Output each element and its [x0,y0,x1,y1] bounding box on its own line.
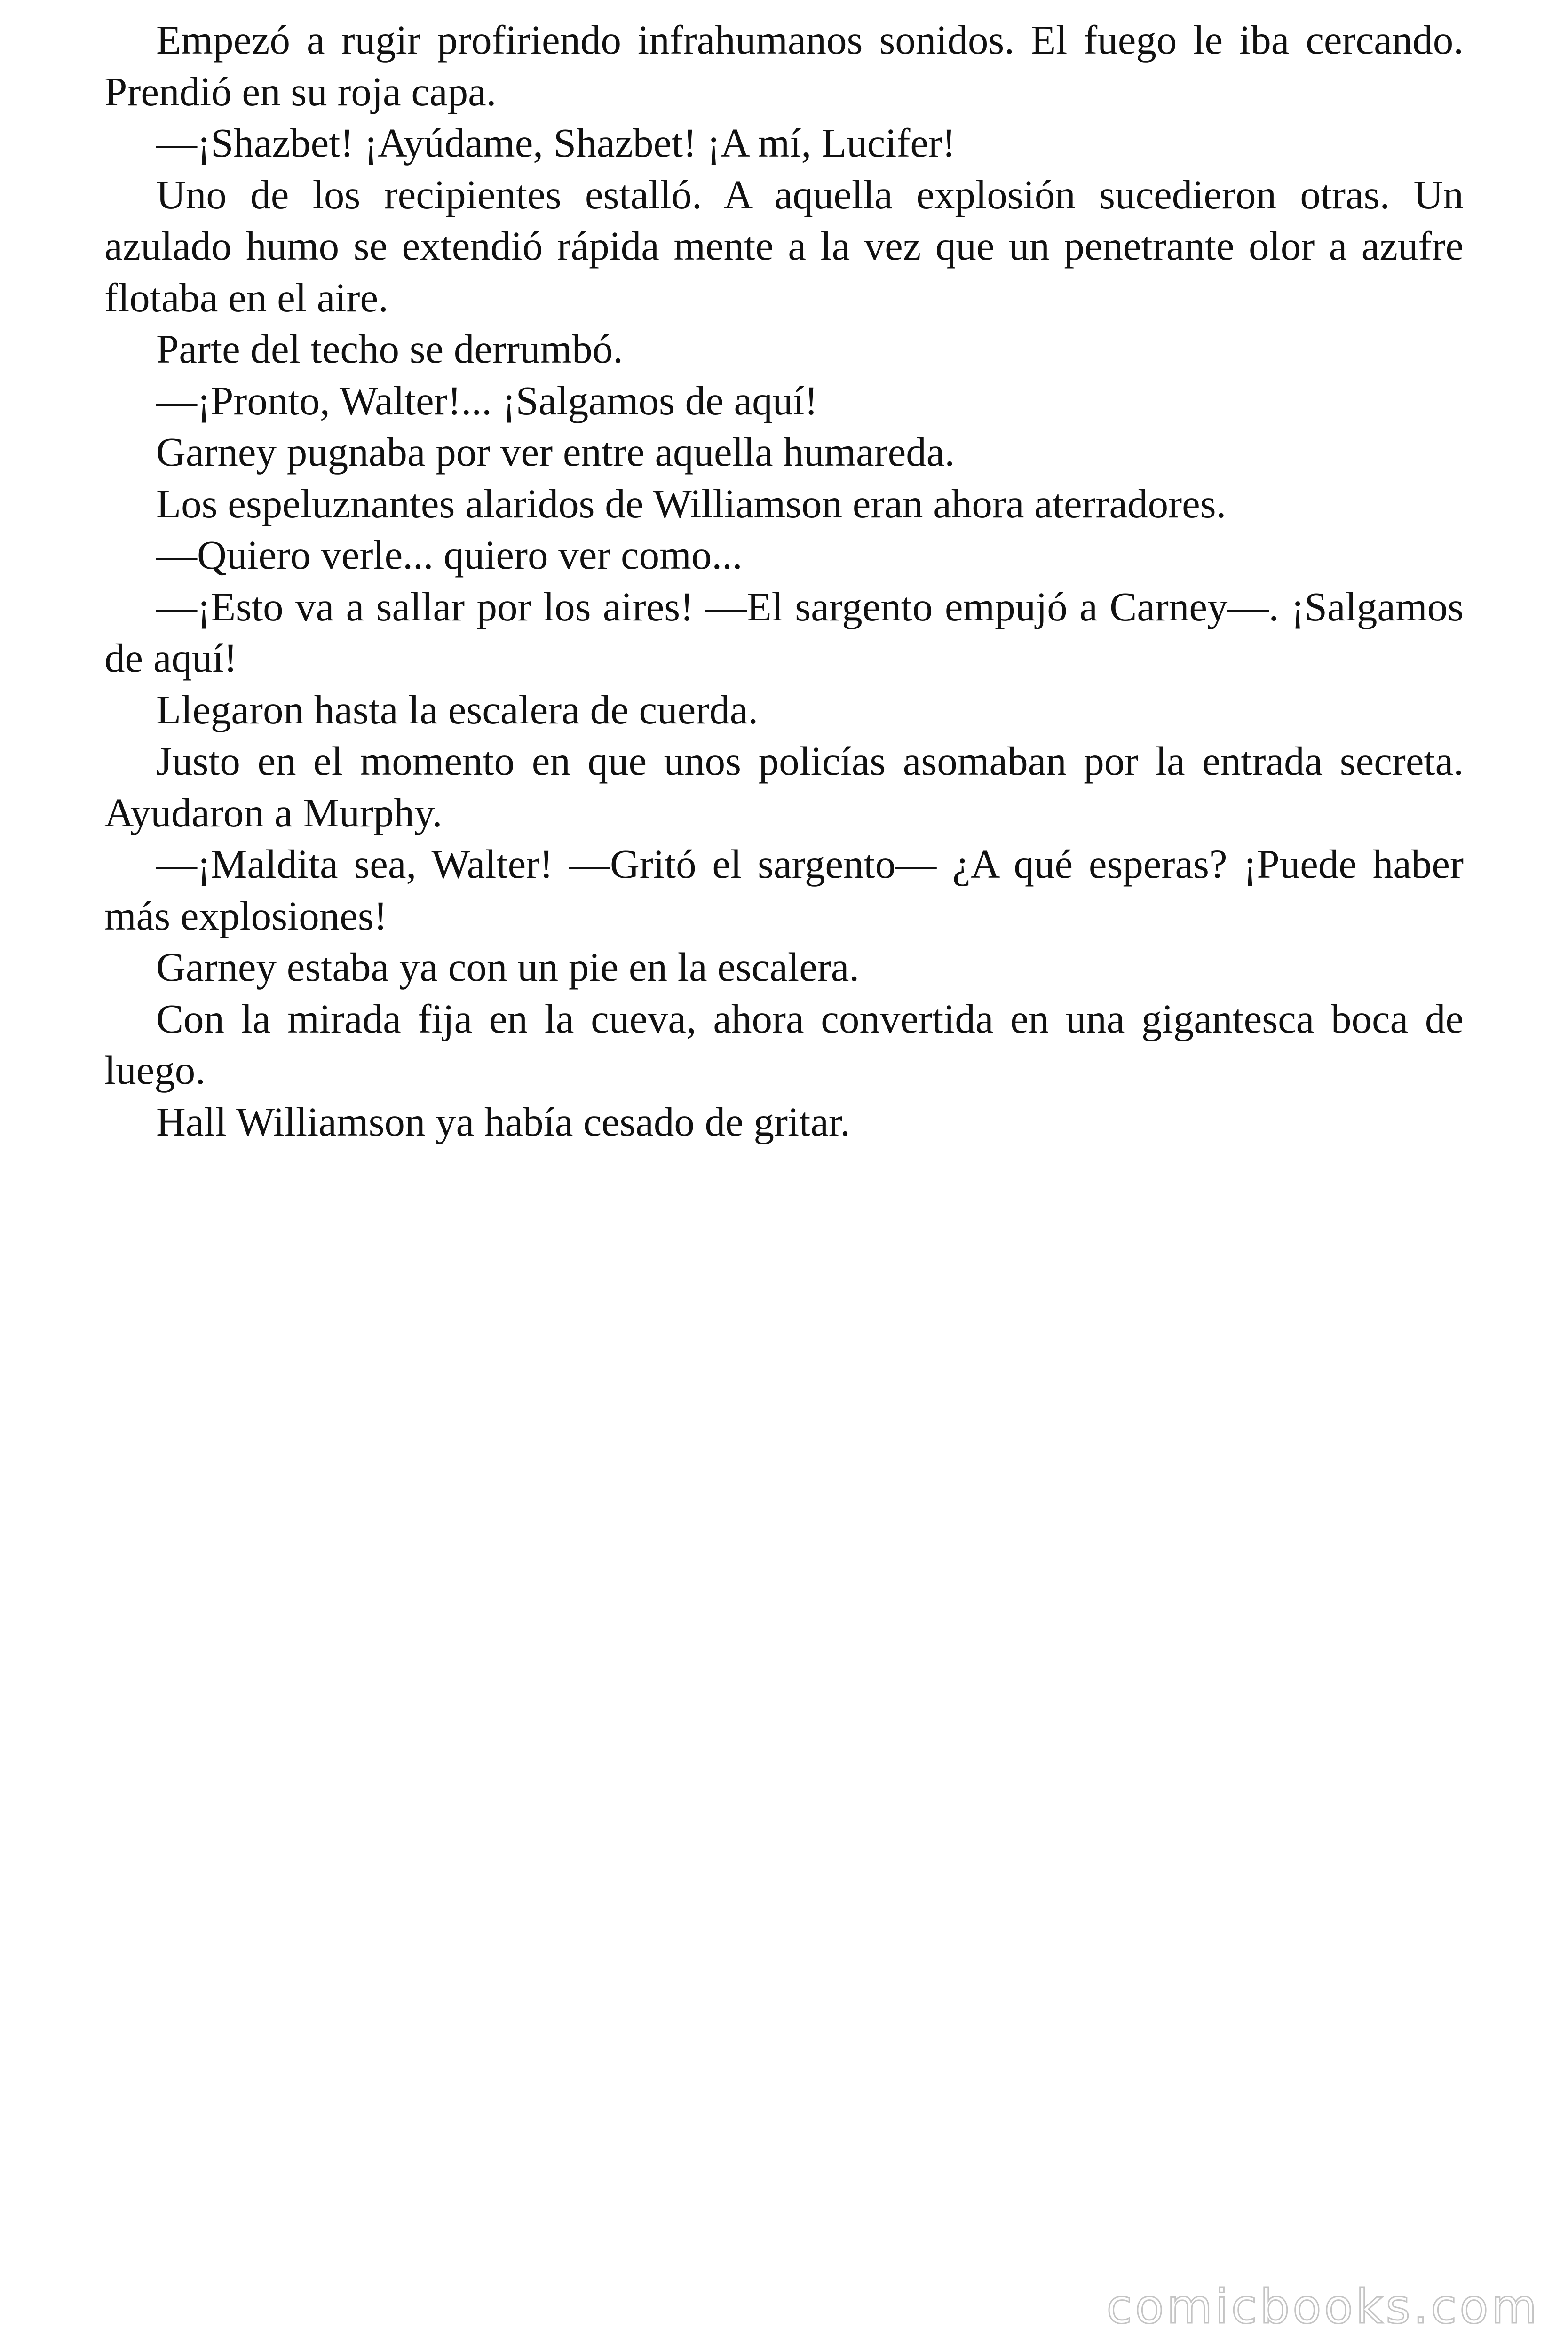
paragraph: Justo en el momento en que unos policías asomaban por la entrada secreta. Ayudaron a Murphy. [104,738,1464,835]
paragraph: Hall Williamson ya había cesado de gritar. [156,1098,850,1144]
paragraph: Llegaron hasta la escalera de cuerda. [156,686,759,732]
paragraph: Los espeluznantes alaridos de Williamson eran ahora aterradores. [156,480,1227,526]
paragraph: Empezó a rugir profiriendo infrahumanos sonidos. El fuego le iba cercando. Prendió en su roja capa. [104,17,1464,114]
paragraph: —Quiero verle... quiero ver como... [156,532,743,578]
watermark: comicbooks.com [1106,2279,1540,2334]
text-body [104,14,1464,1147]
paragraph: Garney pugnaba por ver entre aquella humareda. [156,429,955,475]
paragraph: Parte del techo se derrumbó. [156,326,623,372]
paragraph: Uno de los recipientes estalló. A aquella explosión sucedieron otras. Un azulado humo se extendió rápida mente a la vez que un penetrante olor a azufre flotaba en el aire. [104,171,1464,320]
paragraph: —¡Pronto, Walter!... ¡Salgamos de aquí! [156,377,818,423]
paragraph: —¡Maldita sea, Walter! —Gritó el sargento— ¿A qué esperas? ¡Puede haber más explosiones! [104,841,1464,938]
paragraph: Con la mirada fija en la cueva, ahora convertida en una gigantesca boca de luego. [104,995,1464,1093]
paragraph: —¡Shazbet! ¡Ayúdame, Shazbet! ¡A mí, Lucifer! [156,120,956,166]
paragraph: Garney estaba ya con un pie en la escalera. [156,944,860,990]
paragraph: —¡Esto va a sallar por los aires! —El sargento empujó a Carney—. ¡Salgamos de aquí! [104,583,1464,681]
